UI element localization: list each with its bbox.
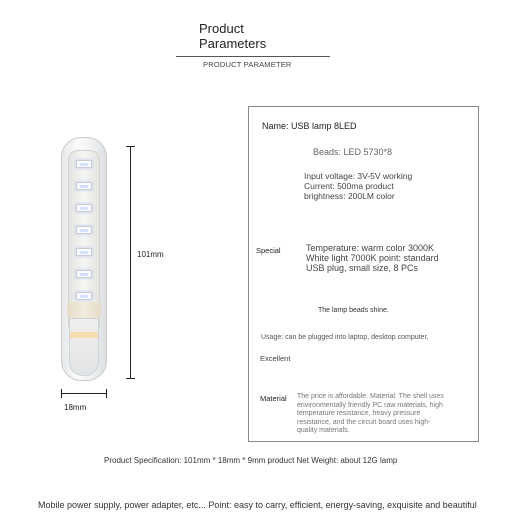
length-dimension-cap-bottom xyxy=(126,378,135,379)
temperature-spec xyxy=(306,243,439,273)
led-bead xyxy=(76,160,92,168)
temperature-line: Temperature: warm color 3000K xyxy=(306,243,435,253)
material-description xyxy=(297,393,444,436)
voltage-spec xyxy=(304,171,412,201)
length-dimension-cap-top xyxy=(126,146,135,147)
usage-note: Usage: can be plugged into laptop, desktop computer, xyxy=(261,334,429,341)
material-line: temperature resistance, heavy pressure xyxy=(297,410,421,417)
temperature-line: White light 7000K point: standard xyxy=(306,253,439,263)
material-line: environmentally friendly PC raw materials, high xyxy=(297,401,443,409)
led-bead xyxy=(76,182,92,190)
page-subtitle: PRODUCT PARAMETER xyxy=(203,60,292,69)
excellent-label: Excellent xyxy=(260,354,291,363)
shine-note: The lamp beads shine. xyxy=(318,307,389,314)
length-dimension-line xyxy=(130,146,131,378)
voltage-line: Input voltage: 3V-5V working xyxy=(304,171,413,181)
material-line: quality materials. xyxy=(297,427,350,434)
usage-scenarios: Mobile power supply, power adapter, etc... Point: easy to carry, efficient, energy-saving, exquisite and beautiful xyxy=(38,500,477,510)
length-dimension-label: 101mm xyxy=(137,250,164,259)
voltage-line: Current: 500ma product xyxy=(304,181,394,191)
usb-plug xyxy=(69,318,99,376)
material-line: The price is affordable. Material: The shell uses xyxy=(297,393,444,400)
title-divider xyxy=(176,56,330,57)
width-dimension-cap-left xyxy=(61,389,62,398)
usb-plug-band xyxy=(70,332,98,338)
width-dimension-line xyxy=(61,393,107,394)
special-label: Special xyxy=(256,246,281,255)
led-bead xyxy=(76,226,92,234)
page-title xyxy=(199,21,266,51)
title-line-2: Parameters xyxy=(199,36,267,51)
beads-spec: Beads: LED 5730*8 xyxy=(313,147,393,157)
led-bead xyxy=(76,204,92,212)
voltage-line: brightness: 200LM color xyxy=(304,191,395,201)
product-specification: Product Specification: 101mm * 18mm * 9mm product Net Weight: about 12G lamp xyxy=(104,456,398,465)
led-bead xyxy=(76,292,92,300)
width-dimension-cap-right xyxy=(106,389,107,398)
led-bead xyxy=(76,270,92,278)
material-label: Material xyxy=(260,394,287,403)
temperature-line: USB plug, small size, 8 PCs xyxy=(306,263,419,273)
led-bead xyxy=(76,248,92,256)
material-line: resistance, and the circuit board uses high- xyxy=(297,418,431,426)
product-name: Name: USB lamp 8LED xyxy=(262,121,357,131)
title-line-1: Product xyxy=(199,21,244,36)
usb-plug-collar xyxy=(67,302,101,318)
width-dimension-label: 18mm xyxy=(64,403,87,412)
